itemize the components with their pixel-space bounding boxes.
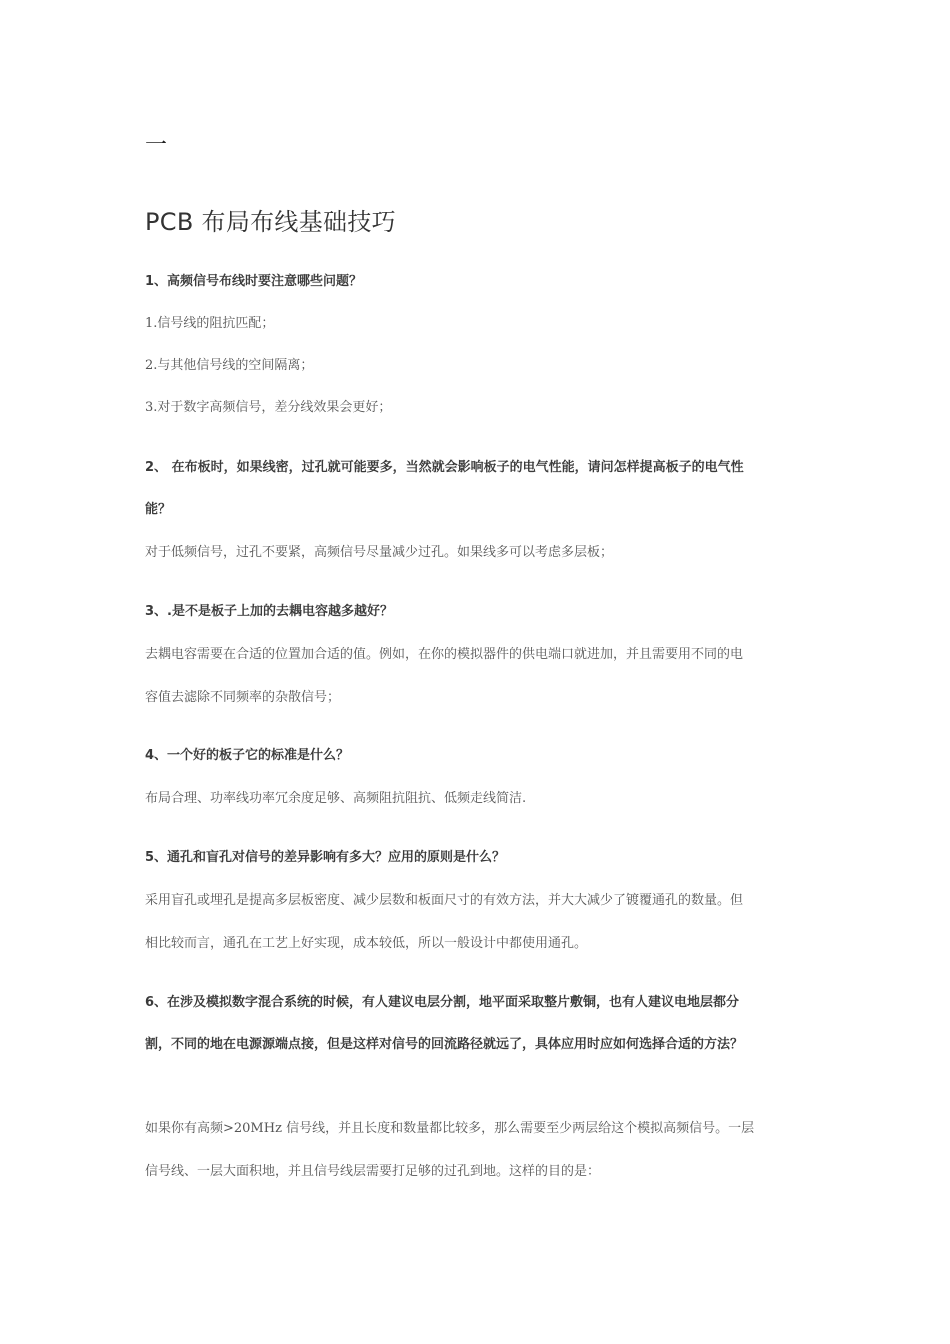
section-mark: 一	[145, 133, 168, 158]
question-6-line-1: 6、在涉及模拟数字混合系统的时候，有人建议电层分割，地平面采取整片敷铜，也有人建议电地层都分	[145, 995, 740, 1010]
question-6-line-2: 割，不同的地在电源源端点接，但是这样对信号的回流路径就远了，具体应用时应如何选择合适的方法？	[145, 1037, 744, 1052]
question-3: 3、.是不是板子上加的去耦电容越多越好？	[145, 604, 393, 619]
question-1: 1、高频信号布线时要注意哪些问题？	[145, 274, 363, 289]
answer-5-line-2: 相比较而言，通孔在工艺上好实现，成本较低，所以一般设计中都使用通孔。	[145, 936, 588, 951]
question-4: 4、一个好的板子它的标准是什么？	[145, 748, 350, 763]
answer-1-item-2: 2.与其他信号线的空间隔离；	[145, 358, 314, 373]
page-title: PCB 布局布线基础技巧	[145, 208, 396, 236]
answer-1-item-3: 3.对于数字高频信号，差分线效果会更好；	[145, 400, 392, 415]
answer-3-line-1: 去耦电容需要在合适的位置加合适的值。例如，在你的模拟器件的供电端口就进加，并且需要用不同的电	[145, 647, 744, 662]
answer-3-line-2: 容值去滤除不同频率的杂散信号；	[145, 690, 341, 705]
question-2-line-1: 2、 在布板时，如果线密，过孔就可能要多，当然就会影响板子的电气性能，请问怎样提高板子的电气性	[145, 460, 744, 475]
answer-2-line-1: 对于低频信号，过孔不要紧，高频信号尽量减少过孔。如果线多可以考虑多层板；	[145, 545, 614, 560]
question-2-line-2: 能？	[145, 502, 172, 517]
answer-1-item-1: 1.信号线的阻抗匹配；	[145, 316, 275, 331]
answer-4-line-1: 布局合理、功率线功率冗余度足够、高频阻抗阻抗、低频走线简洁.	[145, 791, 527, 806]
question-5: 5、通孔和盲孔对信号的差异影响有多大？应用的原则是什么？	[145, 850, 506, 865]
answer-5-line-1: 采用盲孔或埋孔是提高多层板密度、减少层数和板面尺寸的有效方法，并大大减少了镀覆通孔的数量。但	[145, 893, 744, 908]
answer-6-line-2: 信号线、一层大面积地，并且信号线层需要打足够的过孔到地。这样的目的是：	[145, 1164, 601, 1179]
answer-6-line-1: 如果你有高频>20MHz 信号线，并且长度和数量都比较多，那么需要至少两层给这个模拟高频信号。一层	[145, 1121, 755, 1136]
